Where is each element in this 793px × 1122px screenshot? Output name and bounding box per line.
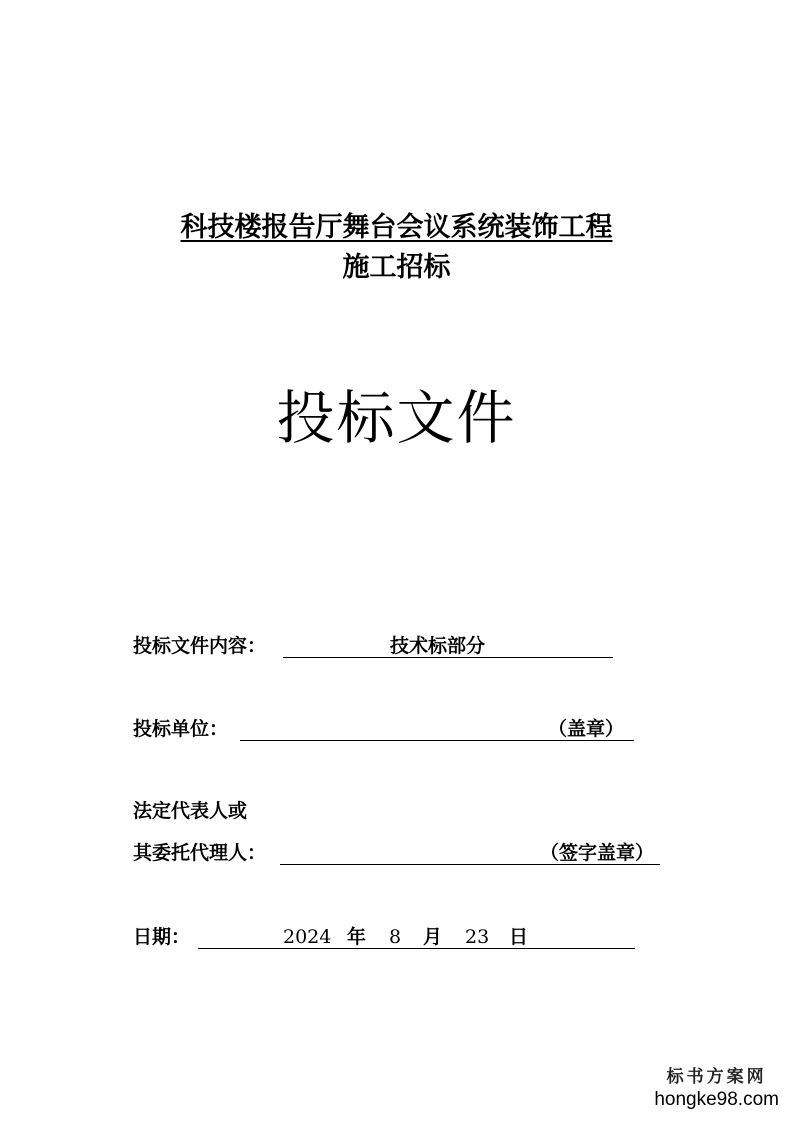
representative-label-line2: 其委托代理人： [133, 842, 267, 864]
project-title [0, 208, 793, 288]
representative-label-line1: 法定代表人或 [133, 800, 248, 822]
date-day-unit: 日 [509, 926, 529, 948]
date-month-unit: 月 [423, 926, 443, 948]
bidder-label: 投标单位： [133, 718, 229, 740]
content-value: 技术标部分 [390, 635, 486, 657]
date-year-unit: 年 [347, 926, 367, 948]
date-month: 8 [389, 926, 402, 948]
content-label: 投标文件内容： [133, 635, 267, 657]
date-day: 23 [465, 926, 490, 948]
watermark-logo [654, 1066, 779, 1112]
project-title-line1: 科技楼报告厅舞台会议系统装饰工程 [180, 212, 613, 243]
bidder-seal: （盖章） [548, 718, 625, 740]
watermark-en: hongke98.com [654, 1089, 779, 1110]
project-title-line2: 施工招标 [342, 252, 451, 283]
date-label: 日期： [133, 926, 191, 948]
document-title: 投标文件 [276, 384, 517, 452]
date-year: 2024 [283, 926, 332, 948]
date-blank [198, 924, 635, 949]
watermark-cn: 标书方案网 [666, 1067, 767, 1087]
representative-seal: （签字盖章） [540, 842, 655, 864]
